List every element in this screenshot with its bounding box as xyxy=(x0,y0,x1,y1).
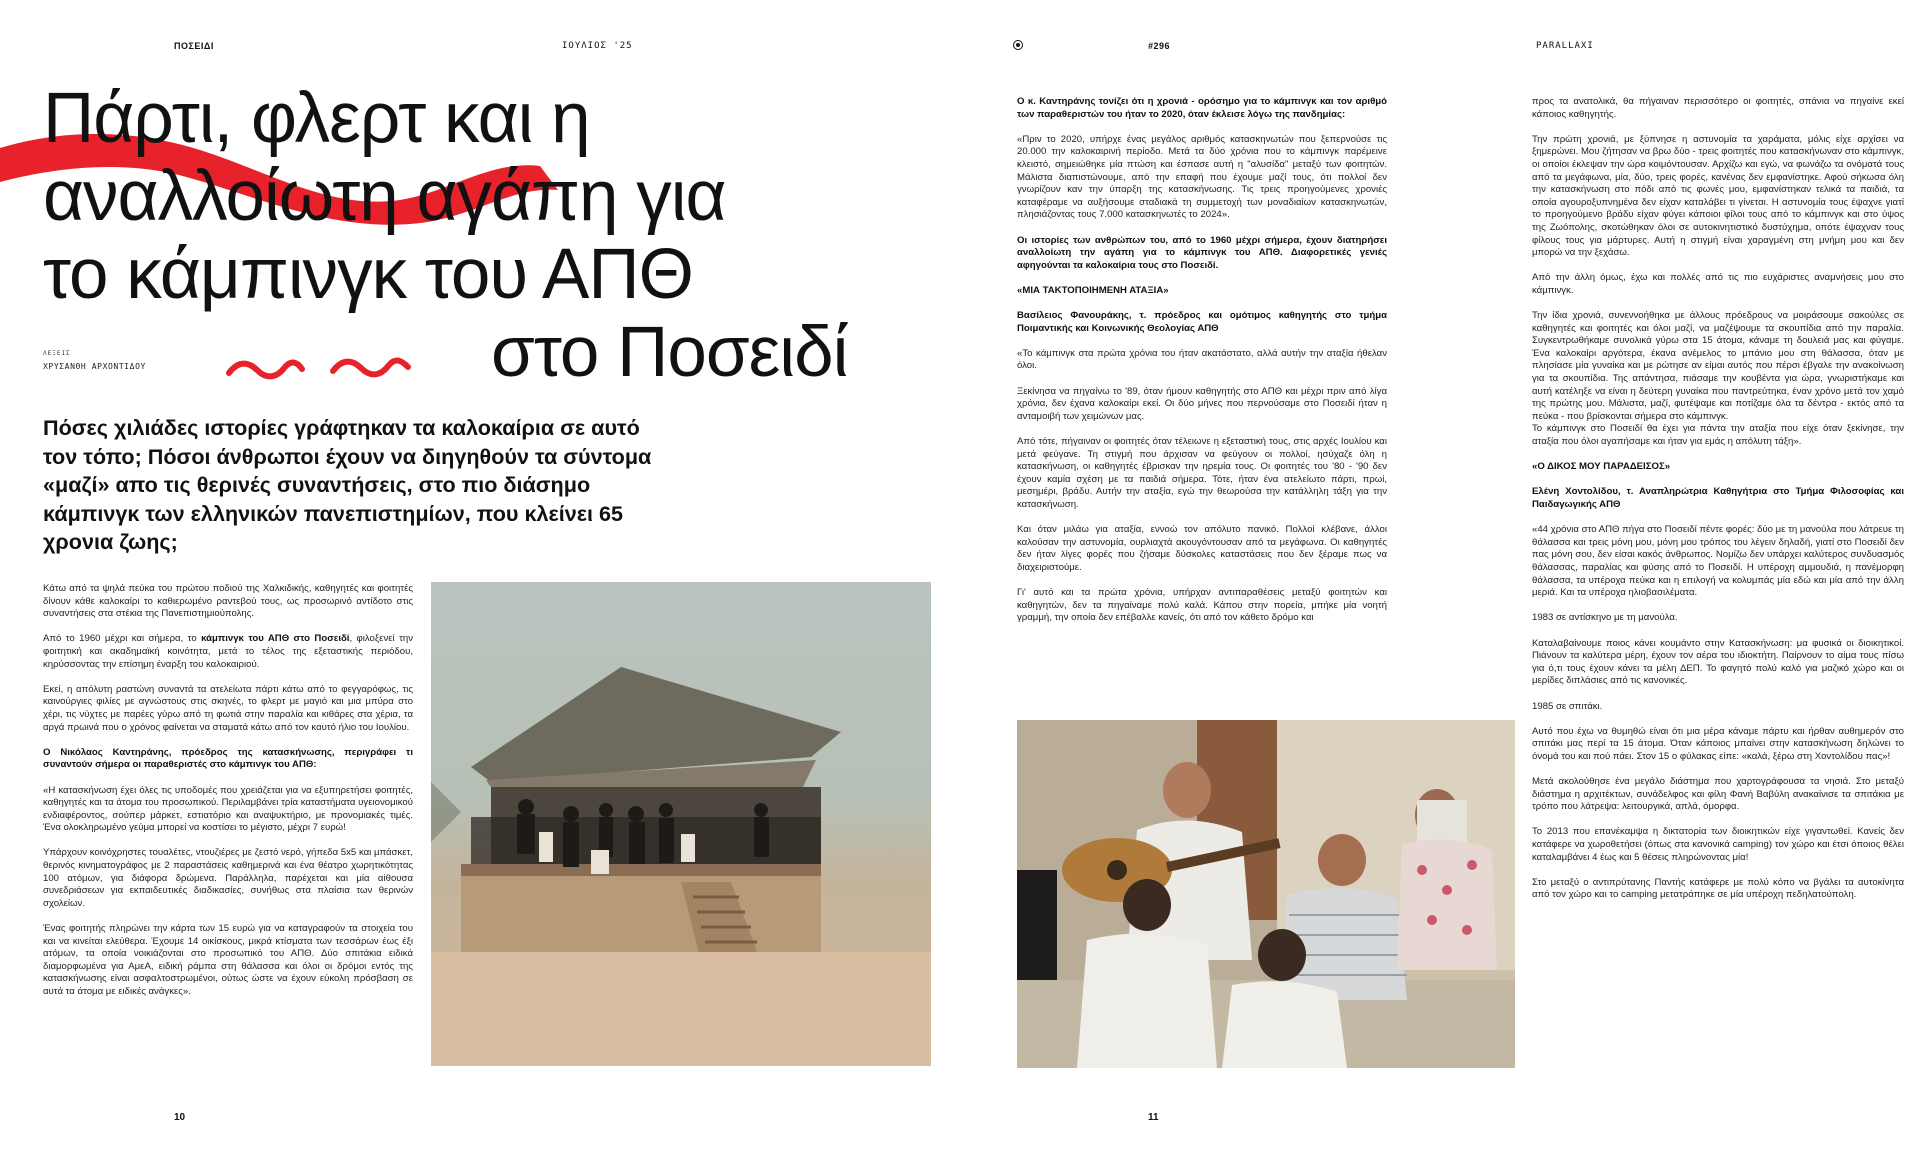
title-line-2: αναλλοίωτη αγάπη για xyxy=(43,157,726,236)
bold-run: κάμπινγκ του ΑΠΘ στο Ποσειδί xyxy=(201,633,350,645)
paragraph: Την ίδια χρονιά, συνεννοήθηκα με άλλους πρόεδρους να μοιράσουμε σακούλες σε καθηγητές και φοιτητές και όλοι μαζί, να μαζέψουμε τα σκουπίδια από την παραλία. Συγκεντρωθήκαμε συνολικά γύρω στα 15 άτομα, κάναμε τη δουλειά μας και φύγαμε. Ένα καλοκαίρι αργότερα, έκανα ανέμελος το μπάνιο μου στη θάλασσα, όταν με πλησίασε μία γυναίκα και με ρώτησε αν είμαι αυτός που πέρσι έβγαλε την ανακοίνωση για τα σκουπίδια. Της απάντησα, πιάσαμε την κουβέντα για ώρα, γνωριστήκαμε και αυτή κατέληξε να είναι η δεύτερη γυναίκα που παντρεύτηκα, έναν χρόνο μετά τον χαμό της πρώτης μου. Μάλιστα, μαζί, φυτέψαμε και ποτίζαμε όλα τα δέντρα - εκτός από τα πεύκα - που βρίσκονται σήμερα στο κάμπινγκ. xyxy=(1532,310,1904,422)
text-run: , φιλοξενεί την φοιτητική και ακαδημαϊκή κοινότητα, μετά το τέλος της εξεταστικής περιόδου, κηρύσσοντας την επίσημη έναρξη του καλοκαιριού. xyxy=(43,633,413,670)
paragraph: 1983 σε αντίσκηνο με τη μανούλα. xyxy=(1532,612,1678,624)
paragraph-bold: Ο Νικόλαος Καντηράνης, πρόεδρος της κατασκήνωσης, περιγράφει τι συναντούν σήμερα οι παραθεριστές στο κάμπινγκ του ΑΠΘ: xyxy=(43,746,413,771)
paragraph: «44 χρόνια στο ΑΠΘ πήγα στο Ποσειδί πέντε φορές: δύο με τη μανούλα που λάτρευε τη θάλασσα και τρεις μόνη μου, μόνη μου τρόπος του λέγειν δηλαδή, γιατί στο Ποσειδί δεν πας μόνη σου, δεν είσαι κακός άνθρωπος. Νομίζω δεν υπάρχει καλύτερος συνδυασμός θάλασσας, παραλίας και φύσης από το Ποσειδί. Η υπέροχη αμμουδιά, η πανέμορφη θάλασσα, τα υπέροχα πεύκα και η επιλογή να κολυμπάς μία εδώ και μία από την άλλη μεριά. Και τα υπέροχα ηλιοβασιλέματα. xyxy=(1532,524,1905,599)
paragraph: Από τότε, πήγαιναν οι φοιτητές όταν τέλειωνε η εξεταστική τους, στις αρχές Ιουλίου και μετά φεύγανε. Τη στιγμή που άρχισαν να φεύγουν οι πολλοί, ησύχαζε όλη η κατασκήνωση, οι καθηγητές έβρισκαν την ηρεμία τους. Οι φοιτητές του '80 - '90 δεν έχουν καμία σχέση με τα παιδιά σήμερα. Τότε, ήταν ένα ατελείωτο πάρτι, πρωί, μεσημέρι, βράδυ. Αυτήν την αταξία, εγώ την θεωρούσα την κατάλληλη τάξη για την κατασκήνωση. xyxy=(1017,436,1387,510)
paragraph: Μετά ακολούθησε ένα μεγάλο διάστημα που χαρτογράφουσα τα νησιά. Στο μεταξύ διάστημα η αρχιτέκτων, συνάδελφος και φίλη Φανή Βαβύλη ανακαίνισε τα σπιτάκια με τρόπο που λάτρεψα: λειτουργικά, απλά, όμορφα. xyxy=(1532,776,1904,813)
section-heading: «ΜΙΑ ΤΑΚΤΟΠΟΙΗΜΕΝΗ ΑΤΑΞΙΑ» xyxy=(1017,284,1169,296)
paragraph: Κάτω από τα ψηλά πεύκα του πρώτου ποδιού της Χαλκιδικής, καθηγητές και φοιτητές δίνουν κάθε καλοκαίρι το καθιερωμένο ραντεβού τους, ως προσωρινό αντίδοτο στις συναντήσεις στα στέκια της Πανεπιστημιούπολης. xyxy=(43,583,413,620)
paragraph: Το 2013 που επανέκαμψα η δικτατορία των διοικητικών είχε γιγαντωθεί. Κανείς δεν κατάφερε να χωροθετήσει (όπως στα κανονικά camping) τον χώρο και έτσι όποιος θέλει καταλαμβάνει 4 έως και 5 θέσεις πληρώνοντας μία! xyxy=(1532,826,1904,863)
article-column-1 xyxy=(43,583,413,1011)
paragraph: «Το κάμπινγκ στα πρώτα χρόνια του ήταν ακατάστατο, αλλά αυτήν την αταξία ήθελαν όλοι. xyxy=(1017,347,1387,372)
article-lead: Πόσες χιλιάδες ιστορίες γράφτηκαν τα καλοκαίρια σε αυτό τον τόπο; Πόσοι άνθρωποι έχουν να διηγηθούν τα σύντομα «μαζί» απο τις θερινές συναντήσεις, στο πιο διάσημο κάμπινγκ των ελληνικών πανεπιστημίων, που κλείνει 65 χρονια ζωης; xyxy=(43,415,652,554)
text-run: Από το 1960 μέχρι και σήμερα, το xyxy=(43,633,202,645)
section-header-left: ΠΟΣΕΙΔΙ xyxy=(174,41,214,51)
article-column-3 xyxy=(1532,96,1904,915)
article-column-2 xyxy=(1017,96,1387,638)
paragraph: Την πρώτη χρονιά, με ξύπνησε η αστυνομία τα χαράματα, μόλις είχε αρχίσει να ξημερώνει. Μου ζήτησαν να βρω δύο - τρεις φοιτητές που κατασκήνωναν στο κάμπινγκ, οι οποίοι έκλεψαν την ώρα κοιμόντουσαν. Αρχίζω και εγώ, να φωνάζω τα ονόματά τους από τα μεγάφωνα, μία, δύο, τρεις φορές, κανένας δεν εμφανίστηκε. Αφού σήκωσα όλη την κατασκήνωση στο πόδι από τις φωνές μου, εμφανίστηκαν τελικά τα παιδιά, τα οποία αγουροξυπνημένα δεν είχαν καταλάβει τι γίνεται. Η αστυνομία τους έψαχνε γιατί το προηγούμενο βράδυ είχαν φύγει κάποιοι φίλοι τους από το κάμπινγκ και στο ύψος της Ζωόπολης, σκοτώθηκαν όλοι σε αυτοκινητιστικό δυστύχημα, οπότε έψαχναν τους φίλους τους για μάρτυρες. Αυτή η στιγμή είναι χαραγμένη στη μνήμη μου και δεν μπορώ να την ξεχάσω. xyxy=(1532,133,1904,259)
paragraph: Αυτό που έχω να θυμηθώ είναι ότι μια μέρα κάναμε πάρτυ και ήρθαν αυθημερόν στο σπιτάκι μας περί τα 15 άτομα. Όταν κάποιος μπαίνει στην κατασκήνωση δηλώνει το όνομά του και πού πάει. Στον 15 ο φύλακας είπε: «καλά, ξέρω στη Χοντολίδου πας»! xyxy=(1532,725,1904,762)
interviewee-name: Βασίλειος Φανουράκης, τ. πρόεδρος και ομότιμος καθηγητής στο τμήμα Ποιμαντικής και Κοινωνικής Θεολογίας ΑΠΘ xyxy=(1017,310,1387,334)
paragraph-bold: Οι ιστορίες των ανθρώπων του, από το 1960 μέχρι σήμερα, έχουν διατηρήσει αναλλοίωτη την αγάπη για το κάμπινγκ του ΑΠΘ. Διαφορετικές γενιές αφηγούνται τα καλοκαίρια τους στο Ποσειδί. xyxy=(1017,234,1387,271)
page-number-left: 10 xyxy=(174,1112,186,1123)
issue-date: ΙΟΥΛΙΟΣ '25 xyxy=(562,41,633,51)
paragraph: προς τα ανατολικά, θα πήγαιναν περισσότερο οι φοιτητές, σπάνια να πηγαίνε εκεί κάποιος καθηγητής. xyxy=(1532,96,1904,120)
article-title xyxy=(43,80,923,392)
paragraph: Από την άλλη όμως, έχω και πολλές από τις πιο ευχάριστες αναμνήσεις μου στο κάμπινγκ. xyxy=(1532,272,1904,296)
beach-kiosk-photo xyxy=(431,582,931,1066)
paragraph: Ένας φοιτητής πληρώνει την κάρτα των 15 ευρώ για να καταγραφούν τα στοιχεία του και να κινείται ελεύθερα. Έχουμε 14 οικίσκους, μικρά κτίσματα των τεσσάρων έως έξι ατόμων, τα οποία νοικιάζονται στο προσωπικό του ΑΠΘ. Δύο σπιτάκια ειδικά διαμορφωμένα για ΑμεΑ, ειδική ράμπα στη θάλασσα και όλοι οι δρόμοι εντός της κατασκήνωσης είναι ασφαλτοστρωμένοι, ούτως ώστε να έχουν εύκολη πρόσβαση σε αυτά τα άτομα με ειδικές ανάγκες». xyxy=(43,923,413,997)
paragraph: Εκεί, η απόλυτη ραστώνη συναντά τα ατελείωτα πάρτι κάτω από το φεγγαρόφως, τις καινούργιες φιλίες με αγνώστους στις σκηνές, το φλερτ με μαγιό και μια μπύρα στο χέρι, τις νύχτες με παρέες γύρω από τη φωτιά στην παραλία και κιθάρες στα χέρια, τα αργά πρωινά που ο χρόνος φαίνεται να σταματά κάτω από τον καυτό ήλιο του Ιουλίου. xyxy=(43,683,413,733)
page-number-right: 11 xyxy=(1148,1112,1159,1123)
byline-author: ΧΡΥΣΑΝΘΗ ΑΡΧΟΝΤΙΔΟΥ xyxy=(43,362,146,371)
section-header-right: PARALLAXI xyxy=(1536,41,1594,51)
paragraph: Υπάρχουν κοινόχρηστες τουαλέτες, ντουζιέρες με ζεστό νερό, γήπεδα 5x5 και μπάσκετ, θερινός κινηματογράφος με 2 παραστάσεις καθημερινά και ένα θέατρο χωρητικότητας 100 ατόμων, για διάφορα δρώμενα. Παράλληλα, παρέχεται και μία αίθουσα συνεδριάσεων για εκπαιδευτικές διαδικασίες, συνήθως στα πλαίσια των θερινών σχολείων. xyxy=(43,847,413,909)
interviewee-name: Ελένη Χοντολίδου, τ. Αναπληρώτρια Καθηγήτρια στο Τμήμα Φιλοσοφίας και Παιδαγωγικής ΑΠΘ xyxy=(1532,486,1904,510)
paragraph: «Πριν το 2020, υπήρχε ένας μεγάλος αριθμός κατασκηνωτών που ξεπερνούσε τις 20.000 την καλοκαιρινή περίοδο. Μετά τα δύο χρόνια που το κάμπινγκ παρέμεινε κλειστό, σημειώθηκε μία πτώση και έσπασε αυτή η "αλυσίδα" μεταξύ των φοιτητών. Μάλιστα διαπιστώνουμε, από την επαφή που έχουμε μαζί τους, ότι πολλοί δεν γνωρίζουν καν την ύπαρξη της κατασκήνωσης. Τις τρεις προηγούμενες χρονιές καταφέραμε να αυξήσουμε σταδιακά τη συμμετοχή των μοναδιαίων κατασκηνωτών, πλησιάζοντας τους 7.000 κατασκηνωτές το 2024». xyxy=(1017,133,1387,221)
paragraph: Γι' αυτό και τα πρώτα χρόνια, υπήρχαν αντιπαραθέσεις μεταξύ φοιτητών και καθηγητών, δεν τα πηγαίναμε πολύ καλά. Κάπου στην πορεία, μπήκε μία νοητή γραμμή, την οποία δεν επέβαλλε κανείς, ότι από τον κάθετο δρόμο και xyxy=(1017,587,1387,624)
title-line-4: στο Ποσειδί xyxy=(491,313,848,392)
guitar-group-photo xyxy=(1017,720,1515,1068)
paragraph: Το κάμπινγκ στο Ποσειδί θα έχει για πάντα την αταξία που είχε όταν ξεκίνησε, την αταξία που όλοι αγαπήσαμε και ήταν για εμάς η απόλυτη τάξη». xyxy=(1532,423,1904,448)
paragraph: Ξεκίνησα να πηγαίνω το '89, όταν ήμουν καθηγητής στο ΑΠΘ και μέχρι πριν από λίγα χρόνια, δεν έχανα καλοκαίρι εκεί. Οι δύο μήνες που περνούσαμε στο Ποσειδί ήταν η ανταμοιβή των χειμώνων μας. xyxy=(1017,385,1387,422)
paragraph xyxy=(43,633,413,671)
paragraph: Καταλαβαίνουμε ποιος κάνει κουμάντο στην Κατασκήνωση: μα φυσικά οι διοικητικοί. Πιάνουν τα καλύτερα μέρη, έχουν τον αέρα του ιδιοκτήτη. Παίρνουν το αίμα τους πίσω για ό,τι τους έχουν κάνει τα μέλη ΔΕΠ. Το φαγητό πολύ καλό για μαζικό χώρο και οι μερίδες διπλάσιες από τις κανονικές. xyxy=(1532,637,1904,687)
paragraph: 1985 σε σπιτάκι. xyxy=(1532,700,1603,712)
paragraph: «Η κατασκήνωση έχει όλες τις υποδομές που χρειάζεται για να εξυπηρετήσει φοιτητές, καθηγητές και τα άτομα του προσωπικού. Περιλαμβάνει τρία καταστήματα υγειονομικού ενδιαφέροντος, σούπερ μάρκετ, εστιατόριο και αναψυκτήριο, με προνομιακές τιμές. Ένα ολοκληρωμένο γεύμα μπορεί να κοστίσει το μέγιστο, μέχρι 7 ευρώ! xyxy=(43,784,413,834)
byline-kicker: ΛΕΞΕΙΣ xyxy=(43,350,71,357)
circle-mark-icon xyxy=(1013,40,1023,50)
paragraph: Και όταν μιλάω για αταξία, εννοώ τον απόλυτο πανικό. Πολλοί κλέβανε, άλλοι καλούσαν την αστυνομία, ουρλιαχτά ακουγόντουσαν από τα μεγάφωνα. Οι καθηγητές δεν ήταν λίγες φορές που ζήσαμε δύσκολες καταστάσεις που δεν ξέραμε πως να διαχειριστούμε. xyxy=(1017,524,1387,573)
section-heading: «Ο ΔΙΚΟΣ ΜΟΥ ΠΑΡΑΔΕΙΣΟΣ» xyxy=(1532,461,1671,473)
title-line-3: το κάμπινγκ του ΑΠΘ xyxy=(43,235,693,314)
title-line-1: Πάρτι, φλερτ και η xyxy=(43,79,590,158)
paragraph-bold: Ο κ. Καντηράνης τονίζει ότι η χρονιά - ορόσημο για το κάμπινγκ και τον αριθμό των παραθεριστών του ήταν το 2020, όταν έκλεισε λόγω της πανδημίας: xyxy=(1017,96,1387,120)
paragraph: Στο μεταξύ ο αντιπρύτανης Παντής κατάφερε με πολύ κόπο να βγάλει τα αυτοκίνητα από τον χώρο και το camping μετατράπηκε σε μία υπέροχη πεδηλατούπολη. xyxy=(1532,876,1904,901)
issue-number: #296 xyxy=(1148,41,1171,51)
